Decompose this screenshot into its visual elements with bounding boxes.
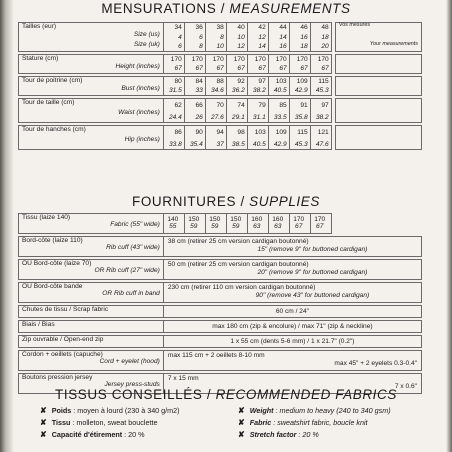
- measurement-label: [19, 86, 164, 96]
- measurement-value: 29.1: [226, 110, 247, 122]
- measurement-value: 74: [226, 98, 247, 110]
- measurement-row: [19, 125, 422, 137]
- measurement-value: 67: [310, 64, 331, 74]
- label-fr: Zip ouvrable / Open-end zip: [22, 336, 104, 343]
- measurement-label: [19, 64, 164, 74]
- title-sep: /: [202, 387, 216, 402]
- fabric-cm: 150: [184, 214, 205, 224]
- label-en: Bust (inches): [121, 84, 160, 92]
- fabric-key: Stretch factor: [249, 430, 297, 439]
- label-fr: Bord-côte (laize 110): [22, 237, 83, 244]
- supply-line1: 7 x 15 mm: [167, 375, 199, 382]
- measurement-value: 67: [247, 64, 268, 74]
- supply-value-box: [164, 351, 421, 370]
- measurement-value: 97: [310, 98, 331, 110]
- fabric-key: Poids: [51, 406, 72, 415]
- measurement-value: 109: [289, 76, 310, 86]
- measurement-value: 170: [289, 54, 310, 64]
- supply-value: [163, 260, 421, 280]
- measurement-value: 6: [163, 42, 184, 52]
- supply-label: [19, 351, 164, 371]
- fabric-label: [19, 214, 164, 234]
- fabric-row: [19, 214, 422, 224]
- supply-line1: 38 cm (retirer 25 cm version cardigan boutonné): [167, 238, 309, 245]
- label-fr: Biais / Bias: [22, 321, 55, 328]
- supply-label: [19, 321, 164, 333]
- binding-shadow: [0, 0, 14, 452]
- supply-row: [19, 336, 422, 348]
- fabric-key: Tissu: [51, 418, 71, 427]
- fabric-cm: 160: [268, 214, 289, 224]
- measurement-value: 12: [247, 32, 268, 42]
- measurement-value: 91: [289, 98, 310, 110]
- supply-row: [19, 351, 422, 371]
- label-en: OR Rib cuff in band: [102, 289, 160, 297]
- your-measurement-cell: Your measurements: [335, 42, 421, 52]
- measurement-value: 42: [247, 23, 268, 33]
- fabric-cm: 150: [205, 214, 226, 224]
- fabric-cm: 170: [289, 214, 310, 224]
- measurement-value: 36: [184, 23, 205, 33]
- measurements-title: [0, 1, 452, 16]
- measurement-value: 86: [163, 125, 184, 137]
- measurement-value: 38.2: [310, 110, 331, 122]
- fabric-item: [40, 406, 180, 415]
- cross-icon: ✘: [238, 406, 245, 415]
- supply-row: [19, 237, 422, 257]
- label-fr: Chutes de tissu / Scrap fabric: [22, 306, 109, 313]
- label-en: Waist (inches): [118, 109, 160, 116]
- measurement-value: 18: [310, 32, 331, 42]
- fabric-in: 63: [268, 224, 289, 234]
- supply-line1: 1 x 55 cm (dents 5-6 mm) / 1 x 21.7" (0.2"): [230, 338, 355, 345]
- supply-line2: 15" (remove 9" for buttoned cardigan): [257, 246, 368, 254]
- supply-line1: 50 cm (retirer 25 cm version cardigan boutonné): [167, 261, 309, 268]
- fabric-key: Fabric: [249, 418, 272, 427]
- your-measurement-cell: Vos mesures: [335, 23, 421, 33]
- measurement-value: 62: [163, 98, 184, 110]
- fabric-cm: 150: [226, 214, 247, 224]
- measurement-value: 92: [226, 76, 247, 86]
- measurement-value: 109: [268, 125, 289, 137]
- measurement-value: 67: [289, 64, 310, 74]
- label-fr: Boutons pression jersey: [22, 374, 93, 381]
- supply-label: [19, 283, 164, 303]
- fabric-val: : 20 %: [296, 430, 319, 439]
- measurement-value: 31.5: [163, 86, 184, 96]
- fabric-item: [238, 430, 319, 439]
- fabric-val: : molleton, sweat bouclette: [70, 418, 158, 427]
- measurement-value: 85: [268, 98, 289, 110]
- measurement-value: 26: [184, 110, 205, 122]
- supply-line1: 60 cm / 24": [275, 308, 309, 315]
- supply-row: [19, 283, 422, 303]
- measurement-value: 88: [205, 76, 226, 86]
- your-measurement-cell: [335, 110, 421, 122]
- measurement-value: 170: [226, 54, 247, 64]
- measurement-value: 103: [247, 125, 268, 137]
- supply-value: [163, 336, 421, 348]
- cross-icon: ✘: [40, 430, 47, 439]
- fabric-cm: 170: [310, 214, 331, 224]
- measurement-value: 34: [163, 23, 184, 33]
- cross-icon: ✘: [238, 418, 245, 427]
- measurement-value: 42.9: [268, 137, 289, 149]
- supply-line2: 7 x 0.6": [394, 383, 417, 391]
- measurement-value: 80: [163, 76, 184, 86]
- measurement-value: 38: [205, 23, 226, 33]
- label-en: Rib cuff (43" wide): [106, 243, 160, 251]
- supply-label: [19, 306, 164, 318]
- your-measurement-cell: [335, 54, 421, 64]
- supply-value-box: [164, 321, 421, 332]
- measurement-value: 36.2: [226, 86, 247, 96]
- measurement-value: 33.8: [163, 137, 184, 149]
- measurement-row: [19, 54, 422, 64]
- fabrics-title: [0, 387, 452, 402]
- measurement-row: [19, 32, 422, 42]
- your-measurement-cell: [335, 125, 421, 137]
- label-fr: Tour de taille (cm): [22, 98, 75, 106]
- measurement-value: 115: [289, 125, 310, 137]
- measurement-value: 20: [310, 42, 331, 52]
- measurement-value: 14: [247, 42, 268, 52]
- fabric-in: 63: [247, 224, 268, 234]
- measurement-value: 33: [184, 86, 205, 96]
- measurement-value: 98: [226, 125, 247, 137]
- label-fr: Stature (cm): [22, 54, 59, 62]
- measurement-value: 170: [268, 54, 289, 64]
- label-en: Size (us): [133, 31, 160, 38]
- supply-line2: 90" (remove 43" for buttoned cardigan): [255, 292, 370, 300]
- measurement-value: 8: [205, 32, 226, 42]
- measurement-label: [19, 42, 164, 52]
- title-en: SUPPLIES: [249, 194, 320, 209]
- label-en: Fabric (55" wide): [110, 220, 160, 228]
- measurement-value: 170: [310, 54, 331, 64]
- fabric-in: 67: [310, 224, 331, 234]
- supply-row: [19, 306, 422, 318]
- measurement-value: 97: [247, 76, 268, 86]
- measurement-label: [19, 110, 164, 122]
- measurement-value: 45.3: [289, 137, 310, 149]
- measurement-value: 6: [184, 32, 205, 42]
- fabric-in: 67: [289, 224, 310, 234]
- fabric-in: 55: [163, 224, 184, 234]
- measurement-value: 14: [268, 32, 289, 42]
- supply-value-box: [164, 260, 421, 279]
- measurement-value: 40.5: [247, 137, 268, 149]
- measurement-value: 66: [184, 98, 205, 110]
- measurement-value: 170: [247, 54, 268, 64]
- fabric-val: : sweatshirt fabric, boucle knit: [271, 418, 368, 427]
- measurement-value: 40: [226, 23, 247, 33]
- cross-icon: ✘: [238, 430, 245, 439]
- title-en: MEASUREMENTS: [229, 1, 351, 16]
- measurement-row: [19, 64, 422, 74]
- measurements-table: [18, 22, 422, 150]
- measurement-value: 67: [226, 64, 247, 74]
- measurement-value: 67: [163, 64, 184, 74]
- fabric-val: : moyen à lourd (230 à 340 g/m2): [71, 406, 180, 415]
- label-fr: Tailles (eur): [22, 23, 57, 30]
- supply-label: [19, 336, 164, 348]
- measurement-value: 27.6: [205, 110, 226, 122]
- supply-label: [19, 260, 164, 280]
- fabric-in: 59: [205, 224, 226, 234]
- measurement-value: 42.9: [289, 86, 310, 96]
- measurement-value: 47.6: [310, 137, 331, 149]
- measurement-value: 12: [226, 42, 247, 52]
- measurement-value: 103: [268, 76, 289, 86]
- supply-line2: 20" (remove 9" for buttoned cardigan): [257, 269, 368, 277]
- fabric-item: [40, 430, 145, 439]
- your-measurement-cell: [335, 64, 421, 74]
- measurement-value: 34.6: [205, 86, 226, 96]
- supply-value-box: [164, 237, 421, 256]
- supply-line1: max 115 cm + 2 oeillets 8-10 mm: [167, 352, 265, 359]
- supply-value: [163, 283, 421, 303]
- label-fr: Tour de poitrine (cm): [22, 76, 83, 84]
- fabric-item: [40, 418, 157, 427]
- fabric-cm: 160: [247, 214, 268, 224]
- supply-value-box: [164, 336, 421, 347]
- label-en: Hip (inches): [124, 136, 160, 143]
- supplies-table: [18, 213, 422, 394]
- measurement-value: 8: [184, 42, 205, 52]
- measurement-value: 40.5: [268, 86, 289, 96]
- measurement-value: 121: [310, 125, 331, 137]
- measurement-label: [19, 137, 164, 149]
- measurement-value: 10: [205, 42, 226, 52]
- fabric-tail: [331, 214, 421, 234]
- supply-line1: 230 cm (retirer 110 cm version cardigan boutonné): [167, 284, 316, 291]
- label-en: OR Rib cuff (27" wide): [94, 266, 160, 274]
- measurement-value: 44: [268, 23, 289, 33]
- measurement-value: 115: [310, 76, 331, 86]
- title-en: RECOMMENDED FABRICS: [215, 387, 397, 402]
- measurement-row: [19, 42, 422, 52]
- supply-value: [163, 306, 421, 318]
- your-measurement-cell: [335, 137, 421, 149]
- measurement-value: 70: [205, 98, 226, 110]
- fabric-val: : 20 %: [122, 430, 145, 439]
- supply-value: [163, 237, 421, 257]
- measurement-row: [19, 137, 422, 149]
- measurement-value: 67: [268, 64, 289, 74]
- supplies-title: [0, 194, 452, 209]
- label-fr: Tour de hanches (cm): [22, 125, 86, 133]
- fabric-key: Capacité d'étirement: [51, 430, 123, 439]
- measurement-value: 67: [184, 64, 205, 74]
- fabric-in: 59: [184, 224, 205, 234]
- supply-line2: max 45" + 2 eyelets 0.3-0.4": [334, 360, 417, 368]
- title-fr: TISSUS CONSEILLÉS: [55, 387, 203, 402]
- label-fr: OU Bord-côte (laize 70): [22, 260, 92, 267]
- measurement-value: 35.4: [184, 137, 205, 149]
- your-measurement-cell: [335, 86, 421, 96]
- measurement-value: 170: [205, 54, 226, 64]
- measurement-value: 33.5: [268, 110, 289, 122]
- measurement-value: 46: [289, 23, 310, 33]
- supply-label: [19, 237, 164, 257]
- fabric-val: : medium to heavy (240 to 340 gsm): [273, 406, 391, 415]
- measurement-row: [19, 86, 422, 96]
- measurement-value: 84: [184, 76, 205, 86]
- measurement-value: 90: [184, 125, 205, 137]
- label-en: Jersey press-studs: [104, 380, 160, 388]
- label-en: Size (uk): [133, 40, 160, 48]
- label-fr: Tissu (laize 140): [22, 214, 71, 221]
- fabric-in: 59: [226, 224, 247, 234]
- measurement-value: 38.5: [226, 137, 247, 149]
- measurement-value: 94: [205, 125, 226, 137]
- edge-shadow: [446, 0, 452, 452]
- cross-icon: ✘: [40, 418, 47, 427]
- measurement-value: 16: [289, 32, 310, 42]
- measurement-value: 45.3: [310, 86, 331, 96]
- measurement-value: 67: [205, 64, 226, 74]
- fabric-item: [238, 406, 391, 415]
- supply-value-box: [164, 306, 421, 317]
- supply-row: [19, 321, 422, 333]
- fabric-cm: 140: [163, 214, 184, 224]
- cross-icon: ✘: [40, 406, 47, 415]
- measurement-row: [19, 98, 422, 110]
- measurement-value: 37: [205, 137, 226, 149]
- measurement-row: [19, 76, 422, 86]
- title-fr: MENSURATIONS: [101, 1, 217, 16]
- measurement-value: 35.8: [289, 110, 310, 122]
- supply-line1: max 180 cm (zip & encolure) / max 71" (zip & neckline): [212, 323, 373, 330]
- fabric-item: [238, 418, 368, 427]
- supply-row: [19, 260, 422, 280]
- measurement-value: 24.4: [163, 110, 184, 122]
- label-fr: OU Bord-côte bande: [22, 283, 83, 290]
- measurement-value: 31.1: [247, 110, 268, 122]
- measurement-value: 4: [163, 32, 184, 42]
- measurement-value: 10: [226, 32, 247, 42]
- measurement-value: 79: [247, 98, 268, 110]
- supply-value-box: [164, 283, 421, 302]
- measurement-value: 18: [289, 42, 310, 52]
- title-fr: FOURNITURES: [131, 194, 237, 209]
- measurement-value: 170: [163, 54, 184, 64]
- measurement-value: 16: [268, 42, 289, 52]
- your-measurement-cell: [335, 76, 421, 86]
- measurement-value: 38.2: [247, 86, 268, 96]
- measurement-value: 170: [184, 54, 205, 64]
- title-sep: /: [216, 1, 230, 16]
- measurement-value: 48: [310, 23, 331, 33]
- supply-value: [163, 321, 421, 333]
- label-en: Height (inches): [115, 62, 160, 70]
- measurement-row: [19, 23, 422, 33]
- supply-value: [163, 351, 421, 371]
- label-en: Cord + eyelet (hood): [99, 357, 160, 365]
- label-fr: Cordon + oeillets (capuche): [22, 351, 103, 358]
- your-measurement-cell: [335, 98, 421, 110]
- fabric-key: Weight: [249, 406, 274, 415]
- title-sep: /: [236, 194, 250, 209]
- measurement-row: [19, 110, 422, 122]
